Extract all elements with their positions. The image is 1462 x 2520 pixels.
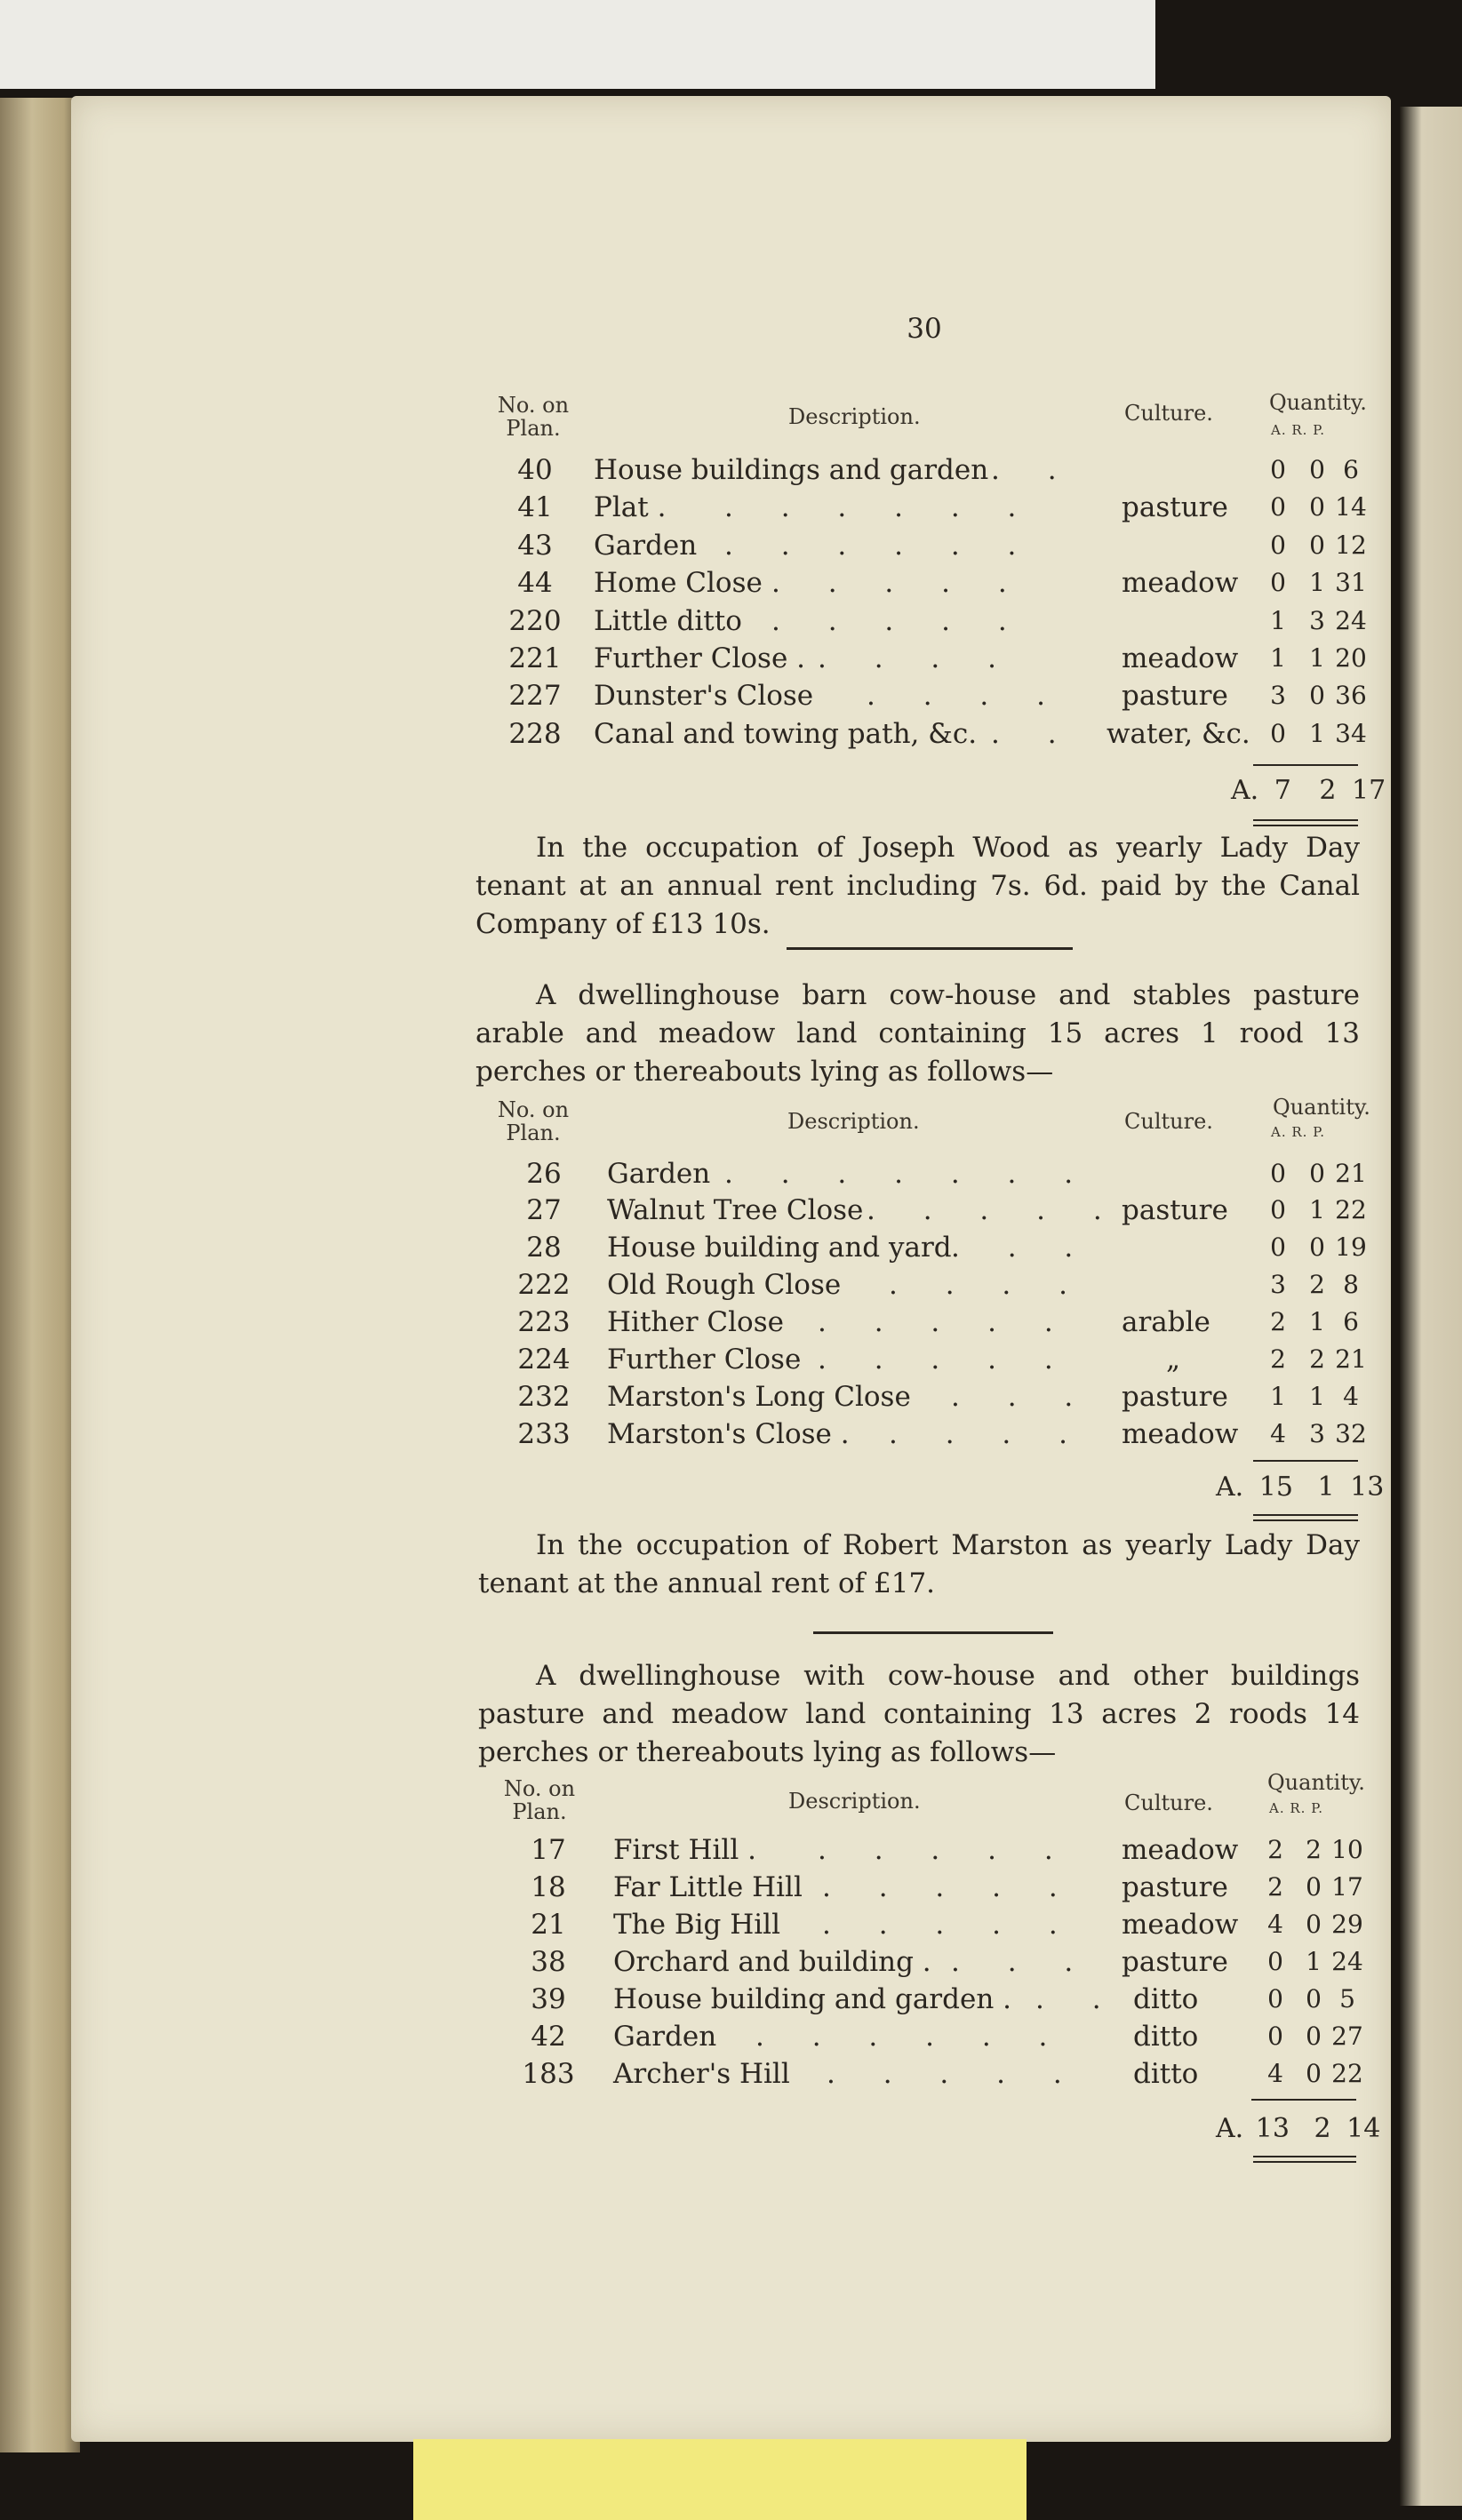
header-description: Description. xyxy=(788,404,921,429)
plan-number: 27 xyxy=(526,1194,562,1226)
perches: 14 xyxy=(1335,492,1367,522)
culture: meadow xyxy=(1122,642,1239,674)
header-arp: A. R. P. xyxy=(1271,422,1326,438)
leader-dots: . . . . . xyxy=(771,605,1027,637)
plan-number: 220 xyxy=(508,605,562,637)
roods: 2 xyxy=(1309,1344,1325,1374)
description: Walnut Tree Close xyxy=(607,1194,864,1226)
roods: 1 xyxy=(1309,568,1325,597)
acres: 0 xyxy=(1267,2022,1283,2051)
header-no-line1: No. on xyxy=(497,1097,570,1122)
total-roods: 1 xyxy=(1317,1471,1335,1503)
plan-number: 39 xyxy=(531,1983,566,2015)
acres: 2 xyxy=(1270,1307,1286,1336)
perches: 6 xyxy=(1343,1307,1359,1336)
culture: ditto xyxy=(1133,2058,1199,2090)
acres: 4 xyxy=(1267,1910,1283,1939)
culture: pasture xyxy=(1122,1946,1228,1978)
culture: meadow xyxy=(1122,1834,1239,1866)
plan-number: 222 xyxy=(517,1269,571,1301)
acres: 0 xyxy=(1270,455,1286,484)
plan-number: 18 xyxy=(531,1871,566,1903)
plan-number: 40 xyxy=(517,454,553,486)
acres: 4 xyxy=(1270,1419,1286,1448)
total-perches: 13 xyxy=(1350,1471,1385,1503)
acres: 1 xyxy=(1270,643,1286,673)
leader-dots: . . . . xyxy=(818,642,1016,674)
occupation-note-marston: In the occupation of Robert Marston as yearly Lady Day tenant at the annual rent of £17. xyxy=(478,1529,1360,1599)
total-row xyxy=(1216,1471,1384,1503)
perches: 17 xyxy=(1331,1872,1363,1902)
header-no-line1: No. on xyxy=(503,1776,576,1801)
perches: 6 xyxy=(1343,455,1359,484)
total-double-rule xyxy=(1253,1514,1358,1516)
leader-dots: . . . . . . . xyxy=(724,1158,1093,1190)
acres: 0 xyxy=(1270,1195,1286,1224)
description: Garden xyxy=(594,530,698,562)
header-arp: A. R. P. xyxy=(1269,1800,1324,1816)
perches: 20 xyxy=(1335,643,1367,673)
property-description-2: A dwellinghouse barn cow-house and stables pasture arable and meadow land containing 15 acres 1 rood 13 perches or thereabouts lying as follows— xyxy=(475,979,1360,1088)
leader-dots: . . . . xyxy=(889,1269,1087,1301)
property-description-3: A dwellinghouse with cow-house and other buildings pasture and meadow land containing 13 acres 2 roods 14 perches or thereabouts lying as follows— xyxy=(478,1660,1360,1768)
acres: 1 xyxy=(1270,606,1286,635)
plan-number: 28 xyxy=(526,1232,562,1264)
leader-dots: . . . . . . xyxy=(724,530,1036,562)
header-no-on-plan xyxy=(480,1098,587,1144)
acres: 1 xyxy=(1270,1382,1286,1411)
plan-number: 42 xyxy=(531,2021,566,2053)
perches: 24 xyxy=(1335,606,1367,635)
plan-number: 44 xyxy=(517,567,553,599)
plan-number: 41 xyxy=(517,491,553,523)
plan-number: 227 xyxy=(508,680,562,712)
subtotal-rule xyxy=(1251,2099,1356,2101)
acres: 0 xyxy=(1270,492,1286,522)
roods: 2 xyxy=(1309,1270,1325,1299)
acres: 0 xyxy=(1267,1984,1283,2014)
header-description: Description. xyxy=(787,1109,920,1134)
roods: 0 xyxy=(1306,2022,1322,2051)
description: Marston's Close . xyxy=(607,1418,850,1450)
header-no-on-plan xyxy=(486,1777,593,1823)
culture: pasture xyxy=(1122,1871,1228,1903)
roods: 1 xyxy=(1309,1382,1325,1411)
perches: 19 xyxy=(1335,1232,1367,1262)
plan-number: 223 xyxy=(517,1306,571,1338)
roods: 0 xyxy=(1306,2059,1322,2088)
leader-dots: . . . . . xyxy=(867,1194,1122,1226)
facing-page-edge xyxy=(1400,107,1462,2506)
description: Plat . xyxy=(594,491,667,523)
leader-dots: . . . xyxy=(951,1232,1093,1264)
section-separator xyxy=(787,947,1073,950)
acres: 4 xyxy=(1267,2059,1283,2088)
leader-dots: . . . . . xyxy=(771,567,1027,599)
culture: meadow xyxy=(1122,1909,1239,1941)
header-no-line2: Plan. xyxy=(506,1120,561,1145)
total-acres: 7 xyxy=(1274,775,1291,806)
roods: 0 xyxy=(1306,1910,1322,1939)
acres: 0 xyxy=(1270,1159,1286,1188)
description: Far Little Hill xyxy=(613,1871,803,1903)
description: House buildings and garden xyxy=(594,454,989,486)
header-quantity: Quantity. xyxy=(1267,1770,1365,1795)
perches: 5 xyxy=(1339,1984,1355,2014)
acres: 0 xyxy=(1270,530,1286,560)
leader-dots: . . . . . . xyxy=(724,491,1036,523)
roods: 1 xyxy=(1309,719,1325,748)
perches: 4 xyxy=(1343,1382,1359,1411)
description: Archer's Hill xyxy=(613,2058,790,2090)
leader-dots: . . xyxy=(1035,1983,1121,2015)
total-double-rule xyxy=(1253,2156,1356,2157)
total-label: A. xyxy=(1216,2113,1244,2144)
leader-dots: . . . xyxy=(951,1381,1093,1413)
leader-dots: . . . . . . xyxy=(755,2021,1067,2053)
total-perches: 17 xyxy=(1352,775,1386,806)
plan-number: 17 xyxy=(531,1834,566,1866)
leader-dots: . . xyxy=(991,454,1076,486)
perches: 21 xyxy=(1335,1344,1367,1374)
perches: 29 xyxy=(1331,1910,1363,1939)
total-label: A. xyxy=(1216,1471,1244,1503)
subtotal-rule xyxy=(1253,764,1358,766)
roods: 0 xyxy=(1309,492,1325,522)
description: First Hill . xyxy=(613,1834,756,1866)
acres: 0 xyxy=(1270,719,1286,748)
description: House building and yard xyxy=(607,1232,952,1264)
perches: 32 xyxy=(1335,1419,1367,1448)
description: Old Rough Close xyxy=(607,1269,842,1301)
description: Garden xyxy=(607,1158,711,1190)
perches: 27 xyxy=(1331,2022,1363,2051)
total-label: A. xyxy=(1231,775,1259,806)
header-quantity: Quantity. xyxy=(1273,1095,1370,1120)
culture: arable xyxy=(1122,1306,1210,1338)
culture: „ xyxy=(1166,1344,1181,1376)
roods: 1 xyxy=(1309,643,1325,673)
perches: 12 xyxy=(1335,530,1367,560)
book-spine-edge xyxy=(0,98,80,2452)
acres: 2 xyxy=(1267,1872,1283,1902)
perches: 24 xyxy=(1331,1947,1363,1976)
perches: 10 xyxy=(1331,1835,1363,1864)
acres: 0 xyxy=(1267,1947,1283,1976)
description: Little ditto xyxy=(594,605,742,637)
description: House building and garden . xyxy=(613,1983,1011,2015)
perches: 22 xyxy=(1335,1195,1367,1224)
header-arp: A. R. P. xyxy=(1271,1124,1326,1140)
culture: pasture xyxy=(1122,1381,1228,1413)
culture: pasture xyxy=(1122,680,1228,712)
plan-number: 232 xyxy=(517,1381,571,1413)
total-double-rule xyxy=(1253,825,1358,826)
roods: 0 xyxy=(1306,1984,1322,2014)
leader-dots: . . . . . xyxy=(818,1834,1073,1866)
bottom-paper-slip xyxy=(413,2439,1027,2520)
leader-dots: . . . . . xyxy=(827,2058,1082,2090)
culture: water, &c. xyxy=(1106,718,1250,750)
plan-number: 228 xyxy=(508,718,562,750)
roods: 0 xyxy=(1309,681,1325,710)
total-perches: 14 xyxy=(1346,2113,1381,2144)
acres: 2 xyxy=(1267,1835,1283,1864)
total-acres: 13 xyxy=(1255,2113,1290,2144)
total-double-rule xyxy=(1253,2161,1356,2163)
roods: 1 xyxy=(1309,1307,1325,1336)
acres: 3 xyxy=(1270,681,1286,710)
culture: ditto xyxy=(1133,1983,1199,2015)
header-no-on-plan xyxy=(480,394,587,440)
leader-dots: . . . . xyxy=(867,680,1065,712)
total-double-rule xyxy=(1253,819,1358,821)
culture: meadow xyxy=(1122,567,1239,599)
description: Garden xyxy=(613,2021,717,2053)
roods: 1 xyxy=(1306,1947,1322,1976)
roods: 0 xyxy=(1306,1872,1322,1902)
top-paper-slip xyxy=(0,0,1155,89)
roods: 3 xyxy=(1309,1419,1325,1448)
plan-number: 183 xyxy=(522,2058,575,2090)
roods: 0 xyxy=(1309,455,1325,484)
header-culture: Culture. xyxy=(1124,1790,1213,1815)
perches: 21 xyxy=(1335,1159,1367,1188)
description: The Big Hill xyxy=(613,1909,781,1941)
leader-dots: . . . . xyxy=(889,1418,1087,1450)
plan-number: 38 xyxy=(531,1946,566,1978)
culture: pasture xyxy=(1122,1194,1228,1226)
perches: 8 xyxy=(1343,1270,1359,1299)
perches: 22 xyxy=(1331,2059,1363,2088)
plan-number: 21 xyxy=(531,1909,566,1941)
plan-number: 224 xyxy=(517,1344,571,1376)
header-no-line2: Plan. xyxy=(512,1799,567,1824)
header-no-line1: No. on xyxy=(497,393,570,418)
roods: 3 xyxy=(1309,606,1325,635)
total-row xyxy=(1216,2113,1380,2144)
acres: 0 xyxy=(1270,568,1286,597)
culture: ditto xyxy=(1133,2021,1199,2053)
description: Further Close xyxy=(607,1344,802,1376)
description: Dunster's Close xyxy=(594,680,814,712)
acres: 2 xyxy=(1270,1344,1286,1374)
perches: 34 xyxy=(1335,719,1367,748)
roods: 0 xyxy=(1309,1159,1325,1188)
total-acres: 15 xyxy=(1258,1471,1293,1503)
plan-number: 26 xyxy=(526,1158,562,1190)
page-number: 30 xyxy=(907,313,942,345)
header-culture: Culture. xyxy=(1124,1109,1213,1134)
acres: 0 xyxy=(1270,1232,1286,1262)
description: Hither Close xyxy=(607,1306,784,1338)
occupation-note-wood: In the occupation of Joseph Wood as yearly Lady Day tenant at an annual rent including 7s. 6d. paid by the Canal Company of £13 10s. xyxy=(475,832,1360,940)
leader-dots: . . . . . xyxy=(818,1344,1073,1376)
section-separator xyxy=(813,1631,1053,1634)
leader-dots: . . xyxy=(991,718,1076,750)
leader-dots: . . . xyxy=(951,1946,1093,1978)
description: Home Close xyxy=(594,567,763,599)
roods: 1 xyxy=(1309,1195,1325,1224)
total-double-rule xyxy=(1253,1519,1358,1521)
plan-number: 233 xyxy=(517,1418,571,1450)
roods: 2 xyxy=(1306,1835,1322,1864)
description: Marston's Long Close xyxy=(607,1381,911,1413)
perches: 31 xyxy=(1335,568,1367,597)
plan-number: 221 xyxy=(508,642,562,674)
description: Orchard and building . xyxy=(613,1946,931,1978)
subtotal-rule xyxy=(1253,1460,1358,1462)
total-roods: 2 xyxy=(1314,2113,1331,2144)
description: Further Close . xyxy=(594,642,805,674)
acres: 3 xyxy=(1270,1270,1286,1299)
header-no-line2: Plan. xyxy=(506,416,561,441)
total-roods: 2 xyxy=(1319,775,1337,806)
perches: 36 xyxy=(1335,681,1367,710)
leader-dots: . . . . . xyxy=(822,1871,1077,1903)
leader-dots: . . . . . xyxy=(822,1909,1077,1941)
roods: 0 xyxy=(1309,530,1325,560)
header-quantity: Quantity. xyxy=(1269,390,1367,415)
header-culture: Culture. xyxy=(1124,401,1213,426)
culture: meadow xyxy=(1122,1418,1239,1450)
roods: 0 xyxy=(1309,1232,1325,1262)
total-row xyxy=(1231,775,1386,806)
plan-number: 43 xyxy=(517,530,553,562)
header-description: Description. xyxy=(788,1789,921,1814)
culture: pasture xyxy=(1122,491,1228,523)
description: Canal and towing path, &c. xyxy=(594,718,978,750)
leader-dots: . . . . . xyxy=(818,1306,1073,1338)
